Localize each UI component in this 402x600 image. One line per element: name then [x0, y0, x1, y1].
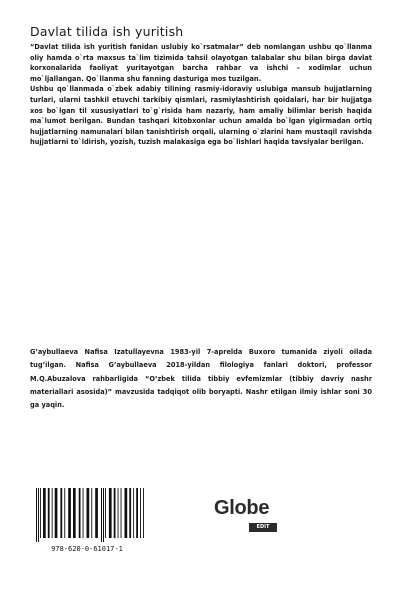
- barcode-bar: [83, 488, 84, 538]
- barcode-bar: [143, 488, 144, 538]
- author-biography: G’aybullaeva Nafisa Izatullayevna 1983-yil 7-aprelda Buxoro tumanida ziyoli oilada tug’ilgan. Nafisa G’aybullaeva 2018-yildan filologiya fanlari doktori, professor M.Q.Abuzalova rahbarligida “O’zbek tilida tibbiy evfemizmlar (tibbiy davriy nashr materiallari asosida)” mavzusida tadqiqot olib boryapti. Nashr etilgan ilmiy ishlar soni 30 ga yaqin.: [30, 348, 372, 410]
- barcode-bar: [109, 488, 112, 538]
- barcode-graphic: [30, 488, 144, 542]
- barcode-bar: [55, 488, 58, 538]
- barcode-bar: [103, 488, 104, 542]
- book-title: Davlat tilida ish yuritish: [30, 24, 184, 39]
- barcode-bar: [101, 488, 102, 542]
- barcode-bar: [60, 488, 62, 538]
- barcode-bar: [118, 488, 119, 538]
- barcode-bar: [114, 488, 116, 538]
- publisher-logo: [214, 497, 280, 535]
- barcode-bar: [43, 488, 46, 538]
- barcode-bar: [79, 488, 81, 538]
- isbn-number: 978-620-0-61017-1: [51, 545, 123, 553]
- publisher-logo-text: Globe: [214, 497, 270, 519]
- barcode-bar: [68, 488, 71, 538]
- barcode-bar: [36, 488, 37, 542]
- description-paragraph-1: “Davlat tilida ish yuritish fanidan uslubiy ko`rsatmalar” deb nomlangan ushbu qo`llanma oliy hamda o`rta maxsus ta`lim tizimida tahsil olayotgan talabalar shu bilan birga davlat korxonalarida faoliyat yuritayotgan barcha rahbar va ishchi – xodimlar uchun mo`ljallangan. Qo`llanma shu fanning dasturiga mos tuzilgan.: [30, 43, 372, 83]
- barcode-bar: [136, 488, 138, 538]
- barcode-bar: [73, 488, 76, 538]
- barcode-bar: [129, 488, 131, 538]
- barcode-bar: [87, 488, 90, 538]
- book-description: [30, 42, 372, 148]
- barcode-bar: [95, 488, 98, 538]
- isbn-barcode-box: [30, 488, 144, 556]
- barcode-bar: [125, 488, 128, 538]
- publisher-logo-sub: EDIT: [249, 523, 277, 532]
- barcode-bar: [52, 488, 53, 538]
- barcode-bar: [40, 488, 41, 538]
- barcode-bar: [91, 488, 92, 538]
- barcode-bar: [121, 488, 122, 538]
- description-paragraph-2: Ushbu qo`llanmada o`zbek adabiy tilining rasmiy-idoraviy uslubiga mansub hujjatlarning turlari, ularni tashkil etuvchi tarkibiy qismlari, rasmiylashtirish qoidalari, har bir hujjatga xos bo`lgan til xususiyatlari to`g`risida ham nazariy, ham amaliy bilimlar berish haqida ma`lumot berilgan. Bundan tashqari kitobxonlar uchun amalda bo`lgan yigirmadan ortiq hujjatlarning namunalari bilan tanishtirish orqali, ularning o`zlarini ham mustaqil ravishda hujjatlarni to`ldirish, yozish, tuzish malakasiga ega bo`lishlari haqida tavsiyalar berilgan.: [30, 85, 372, 147]
- barcode-bar: [133, 488, 134, 538]
- barcode-bar: [48, 488, 50, 538]
- barcode-bar: [38, 488, 39, 542]
- barcode-bar: [140, 488, 141, 538]
- barcode-bar: [105, 488, 106, 538]
- barcode-bar: [64, 488, 65, 538]
